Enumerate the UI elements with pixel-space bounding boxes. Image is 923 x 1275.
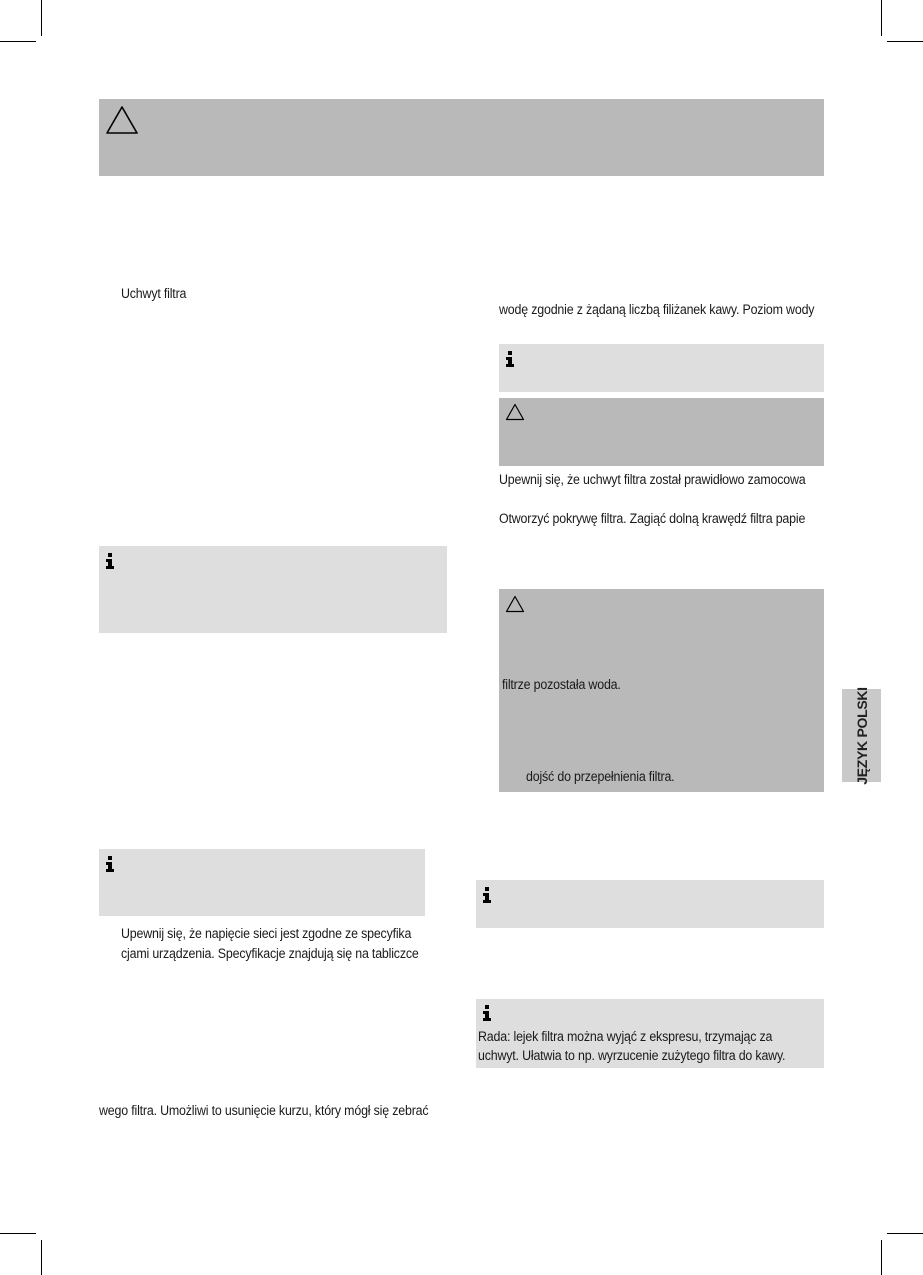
tip-text-line: uchwyt. Ułatwia to np. wyrzucenie zużytego filtra do kawy. xyxy=(478,1048,786,1063)
info-icon xyxy=(482,887,492,903)
crop-mark xyxy=(887,1233,923,1234)
warning-banner xyxy=(99,99,824,176)
voltage-text-line: Upewnij się, że napięcie sieci jest zgodne ze specyfika xyxy=(121,926,412,941)
body-text-line: wego filtra. Umożliwi to usunięcie kurzu, który mógł się zebrać xyxy=(99,1103,429,1118)
warning-triangle-icon xyxy=(505,403,525,421)
warning-box xyxy=(499,589,824,792)
info-icon xyxy=(105,856,115,872)
language-tab xyxy=(842,686,881,785)
body-text-line: wodę zgodnie z żądaną liczbą filiżanek kawy. Poziom wody xyxy=(499,302,815,317)
crop-mark xyxy=(887,41,923,42)
crop-mark xyxy=(41,0,42,36)
crop-mark xyxy=(881,0,882,36)
info-box xyxy=(499,344,824,392)
warning-box xyxy=(499,398,824,466)
info-box xyxy=(99,849,425,916)
info-icon xyxy=(482,1005,492,1021)
language-tab-label: JĘZYK POLSKI xyxy=(853,686,870,785)
warning-triangle-icon xyxy=(505,595,525,613)
warning-text-line: dojść do przepełnienia filtra. xyxy=(526,769,675,784)
info-icon xyxy=(105,553,115,569)
crop-mark xyxy=(0,1233,36,1234)
info-box xyxy=(99,546,447,633)
tip-box xyxy=(476,999,824,1068)
warning-triangle-icon xyxy=(105,105,139,135)
tip-text-line: Rada: lejek filtra można wyjąć z ekspresu, trzymając za xyxy=(478,1029,773,1044)
info-icon xyxy=(505,351,515,367)
crop-mark xyxy=(41,1240,42,1275)
voltage-text-line: cjami urządzenia. Specyfikacje znajdują się na tabliczce xyxy=(121,946,419,961)
warning-text-line: filtrze pozostała woda. xyxy=(502,677,621,692)
filter-holder-label: Uchwyt filtra xyxy=(121,286,187,301)
body-text-line: Upewnij się, że uchwyt filtra został prawidłowo zamocowa xyxy=(499,472,806,487)
body-text-line: Otworzyć pokrywę filtra. Zagiąć dolną krawędź filtra papie xyxy=(499,511,806,526)
info-box xyxy=(476,880,824,928)
crop-mark xyxy=(0,41,36,42)
crop-mark xyxy=(881,1240,882,1275)
